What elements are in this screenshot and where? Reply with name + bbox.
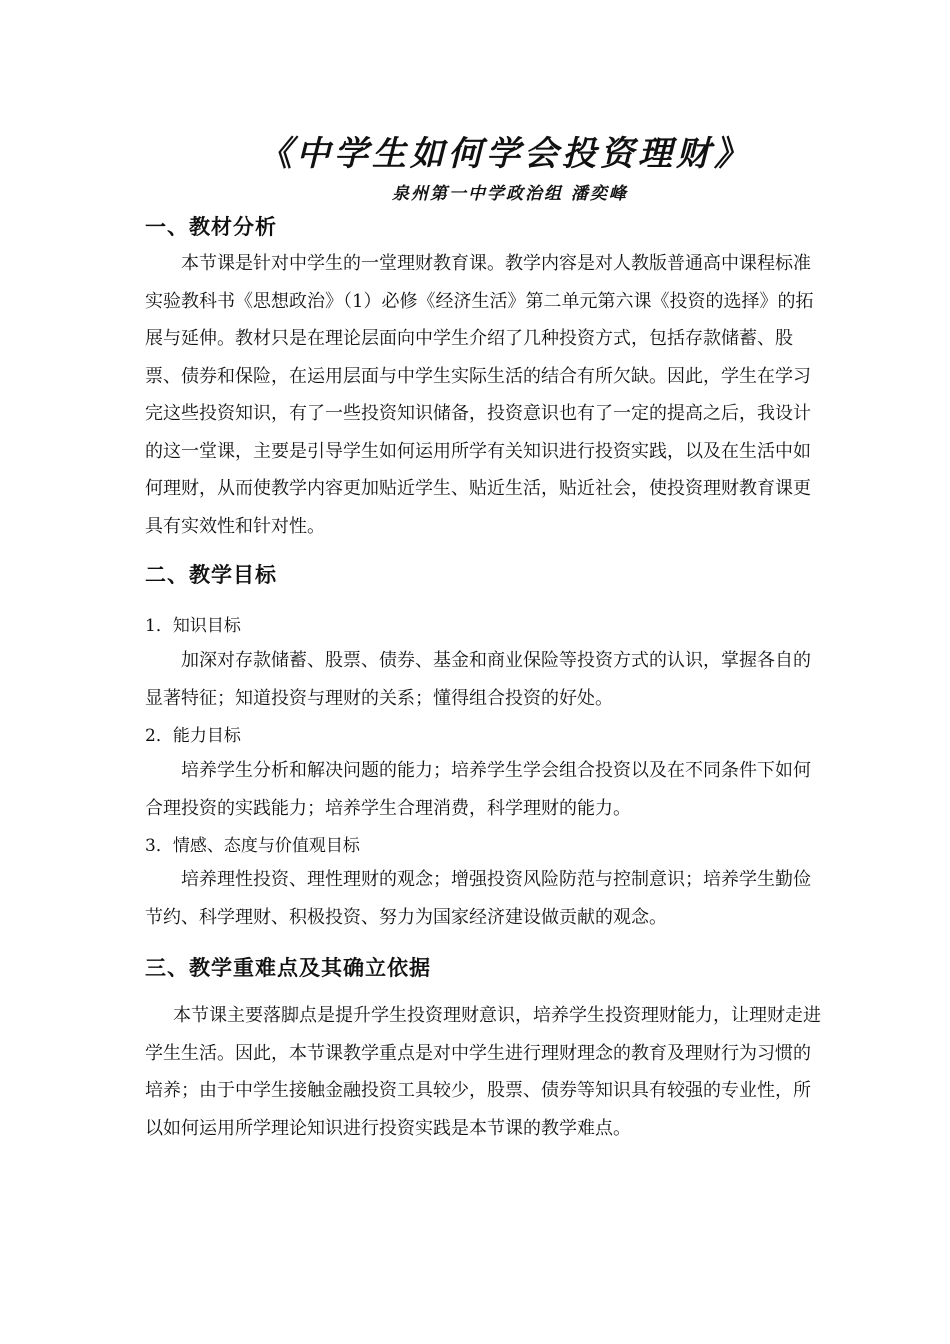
- objective-text-2: 培养学生分析和解决问题的能力；培养学生学会组合投资以及在不同条件下如何合理投资的实践能力；培养学生合理消费，科学理财的能力。: [145, 760, 811, 819]
- section-1-paragraph: 本节课是针对中学生的一堂理财教育课。教学内容是对人教版普通高中课程标准实验教科书《思想政治》（1）必修《经济生活》第二单元第六课《投资的选择》的拓展与延伸。教材只是在理论层面向中学生介绍了几种投资方式，包括存款储蓄、股票、债券和保险，在运用层面与中学生实际生活的结合有所欠缺。因此，学生在学习完这些投资知识，有了一些投资知识储备，投资意识也有了一定的提高之后，我设计的这一堂课，主要是引导学生如何运用所学有关知识进行投资实践，以及在生活中如何理财，从而使教学内容更加贴近学生、贴近生活，贴近社会，使投资理财教育课更具有实效性和针对性。: [145, 253, 814, 537]
- section-heading-1: 一、教材分析: [145, 215, 277, 239]
- objective-label-3: 3．情感、态度与价值观目标: [145, 836, 360, 856]
- objective-label-1: 1．知识目标: [145, 616, 241, 636]
- objective-label-2: 2．能力目标: [145, 726, 241, 746]
- objective-text-3: 培养理性投资、理性理财的观念；增强投资风险防范与控制意识；培养学生勤俭节约、科学理财、积极投资、努力为国家经济建设做贡献的观念。: [145, 869, 811, 928]
- section-heading-2: 二、教学目标: [145, 563, 277, 587]
- section-3-paragraph: 本节课主要落脚点是提升学生投资理财意识，培养学生投资理财能力，让理财走进学生生活。因此，本节课教学重点是对中学生进行理财理念的教育及理财行为习惯的培养；由于中学生接触金融投资工具较少，股票、债券等知识具有较强的专业性，所以如何运用所学理论知识进行投资实践是本节课的教学难点。: [145, 1005, 821, 1139]
- objective-text-1: 加深对存款储蓄、股票、债券、基金和商业保险等投资方式的认识，掌握各自的显著特征；知道投资与理财的关系；懂得组合投资的好处。: [145, 650, 811, 709]
- document-title: 《中学生如何学会投资理财》: [258, 134, 752, 174]
- section-heading-3: 三、教学重难点及其确立依据: [145, 956, 431, 980]
- author-line: 泉州第一中学政治组 潘奕峰: [392, 184, 628, 204]
